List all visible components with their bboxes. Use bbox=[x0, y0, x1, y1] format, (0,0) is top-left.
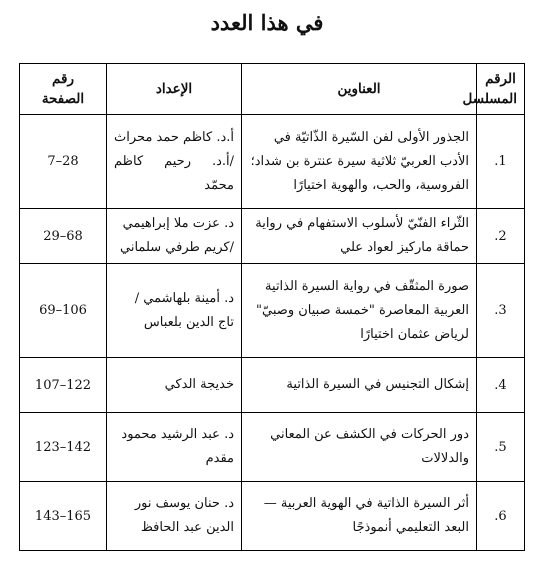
pages-cell: 123–142 bbox=[20, 413, 107, 482]
page-title: في هذا العدد bbox=[210, 10, 324, 35]
contents-table bbox=[19, 63, 525, 551]
serial-header-line: الرقم bbox=[485, 71, 516, 87]
title-line: أثر السيرة الذاتية في الهوية العربية — bbox=[263, 496, 469, 511]
title-line: الثّراء الفنّيّ لأسلوب الاستفهام في رواية bbox=[255, 216, 469, 231]
prep-line: الدين عبد الحافظ bbox=[140, 520, 234, 535]
title-line: دور الحركات في الكشف عن المعاني bbox=[270, 427, 469, 442]
prep-line: أ.د. كاظم حمد محراث bbox=[114, 129, 234, 145]
page-header-line: رقم bbox=[52, 71, 74, 87]
prep-cell bbox=[107, 209, 242, 264]
serial-column-header bbox=[462, 64, 525, 115]
title-line: إشكال التجنيس في السيرة الذاتية bbox=[286, 377, 469, 392]
prep-line: د. عبد الرشيد محمود bbox=[121, 427, 234, 442]
title-line: الفروسية، والحب، والهوية اختيارًا bbox=[293, 177, 469, 193]
table-row bbox=[20, 358, 525, 413]
table-header-row bbox=[20, 64, 525, 115]
serial-cell: 6. bbox=[477, 482, 525, 551]
page-header-line: الصفحة bbox=[41, 91, 85, 107]
title-cell bbox=[242, 358, 477, 413]
table-row bbox=[20, 482, 525, 551]
titles-column-header: العناوين bbox=[242, 64, 477, 115]
prep-line: /أ.د. رحيم كاظم محمّد bbox=[114, 153, 234, 193]
serial-cell: 5. bbox=[477, 413, 525, 482]
prep-cell bbox=[107, 482, 242, 551]
title-cell bbox=[242, 264, 477, 358]
title-line: صورة المثقّف في رواية السيرة الذاتية bbox=[265, 278, 469, 294]
page-column-header bbox=[20, 64, 107, 115]
title-line: حماقة ماركيز لعواد علي bbox=[340, 240, 469, 255]
pages-cell: 7–28 bbox=[20, 115, 107, 209]
prep-cell bbox=[107, 413, 242, 482]
table-row bbox=[20, 413, 525, 482]
prep-line: تاج الدين بلعباس bbox=[143, 314, 234, 330]
title-line: الجذور الأولى لفن السّيرة الذّاتيّة في bbox=[273, 129, 469, 145]
serial-cell: 3. bbox=[477, 264, 525, 358]
prep-line: مقدم bbox=[205, 451, 234, 466]
title-line: الأدب العربيّ ثلاثية سيرة عنترة بن شداد؛ bbox=[250, 153, 469, 169]
prep-line: د. أمينة بلهاشمي / bbox=[134, 290, 234, 306]
pages-cell: 143–165 bbox=[20, 482, 107, 551]
title-line: والدلالات bbox=[421, 451, 469, 466]
table-row bbox=[20, 264, 525, 358]
pages-cell: 69–106 bbox=[20, 264, 107, 358]
title-line: العربية المعاصرة "خمسة صبيان وصبيّ" bbox=[256, 302, 469, 318]
pages-cell: 29–68 bbox=[20, 209, 107, 264]
title-line: البعد التعليمي أنموذجًا bbox=[352, 520, 469, 535]
serial-cell: 1. bbox=[477, 115, 525, 209]
prep-cell bbox=[107, 358, 242, 413]
preparation-column-header: الإعداد bbox=[107, 64, 242, 115]
prep-cell bbox=[107, 115, 242, 209]
serial-header-line: المسلسل bbox=[462, 91, 517, 107]
prep-line: د. عزت ملا إبراهيمي bbox=[122, 216, 234, 231]
table-row bbox=[20, 209, 525, 264]
pages-cell: 107–122 bbox=[20, 358, 107, 413]
table-row bbox=[20, 115, 525, 209]
title-cell bbox=[242, 413, 477, 482]
prep-line: د. حنان يوسف نور bbox=[134, 496, 234, 511]
serial-cell: 4. bbox=[477, 358, 525, 413]
title-cell bbox=[242, 115, 477, 209]
prep-line: خديجة الدكي bbox=[164, 377, 234, 392]
prep-line: /كريم طرفي سلماني bbox=[120, 240, 234, 255]
title-cell bbox=[242, 482, 477, 551]
serial-cell: 2. bbox=[477, 209, 525, 264]
prep-cell bbox=[107, 264, 242, 358]
title-line: لرياض عثمان اختيارًا bbox=[360, 326, 469, 342]
title-cell bbox=[242, 209, 477, 264]
